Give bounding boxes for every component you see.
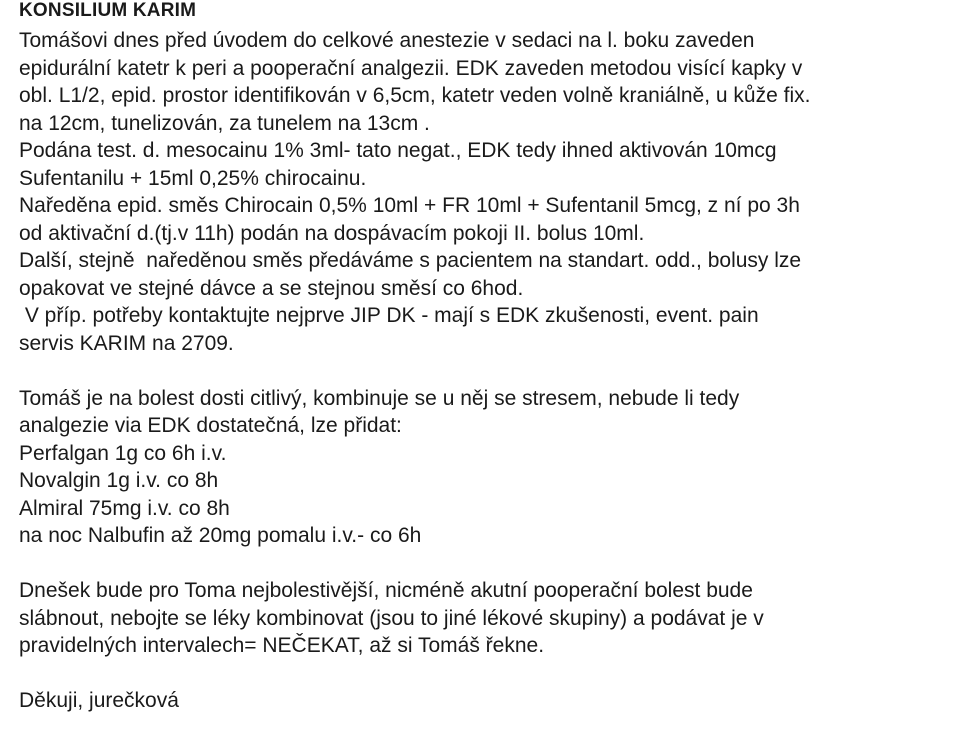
text-line: slábnout, nebojte se léky kombinovat (jsou to jiné lékové skupiny) a podávat je v bbox=[19, 606, 764, 630]
text-line: V příp. potřeby kontaktujte nejprve JIP DK - mají s EDK zkušenosti, event. pain bbox=[19, 304, 759, 327]
text-line: opakovat ve stejné dávce a se stejnou směsí co 6hod. bbox=[19, 276, 524, 300]
consultation-document bbox=[19, 0, 969, 715]
text-line: Tomáš je na bolest dosti citlivý, kombinuje se u něj se stresem, nebude li tedy bbox=[19, 386, 740, 410]
paragraph-spacer bbox=[19, 357, 969, 385]
paragraph-spacer bbox=[19, 550, 969, 578]
medication-line: Novalgin 1g i.v. co 8h bbox=[19, 469, 219, 492]
text-line: analgezie via EDK dostatečná, lze přidat: bbox=[19, 414, 402, 437]
paragraph-spacer bbox=[19, 660, 969, 688]
signature: Děkuji, jurečková bbox=[19, 689, 179, 712]
medication-line: Almiral 75mg i.v. co 8h bbox=[19, 496, 230, 520]
text-line: Podána test. d. mesocainu 1% 3ml- tato negat., EDK tedy ihned aktivován 10mcg bbox=[19, 139, 777, 162]
text-line: Dnešek bude pro Toma nejbolestivější, nicméně akutní pooperační bolest bude bbox=[19, 579, 753, 602]
analgesia-paragraph bbox=[19, 385, 969, 550]
text-line: Naředěna epid. směs Chirocain 0,5% 10ml + FR 10ml + Sufentanil 5mcg, z ní po 3h bbox=[19, 194, 800, 217]
text-line: servis KARIM na 2709. bbox=[19, 331, 234, 355]
text-line: epidurální katetr k peri a pooperační analgezii. EDK zaveden metodou visící kapky v bbox=[19, 56, 803, 80]
text-line: Další, stejně naředěnou směs předáváme s pacientem na standart. odd., bolusy lze bbox=[19, 249, 802, 272]
procedure-paragraph bbox=[19, 27, 969, 357]
medication-line: na noc Nalbufin až 20mg pomalu i.v.- co 6h bbox=[19, 524, 422, 547]
signature-block bbox=[19, 687, 969, 715]
text-line: pravidelných intervalech= NEČEKAT, až si Tomáš řekne. bbox=[19, 634, 545, 657]
document-title: KONSILIUM KARIM bbox=[19, 0, 197, 21]
medication-line: Perfalgan 1g co 6h i.v. bbox=[19, 441, 227, 465]
text-line: od aktivační d.(tj.v 11h) podán na dospávacím pokoji II. bolus 10ml. bbox=[19, 221, 645, 245]
instructions-paragraph bbox=[19, 577, 969, 660]
text-line: na 12cm, tunelizován, za tunelem na 13cm . bbox=[19, 111, 430, 135]
text-line: Tomášovi dnes před úvodem do celkové anestezie v sedaci na l. boku zaveden bbox=[19, 29, 755, 52]
text-line: Sufentanilu + 15ml 0,25% chirocainu. bbox=[19, 166, 367, 190]
text-line: obl. L1/2, epid. prostor identifikován v 6,5cm, katetr veden volně kraniálně, u kůže fix. bbox=[19, 84, 811, 107]
